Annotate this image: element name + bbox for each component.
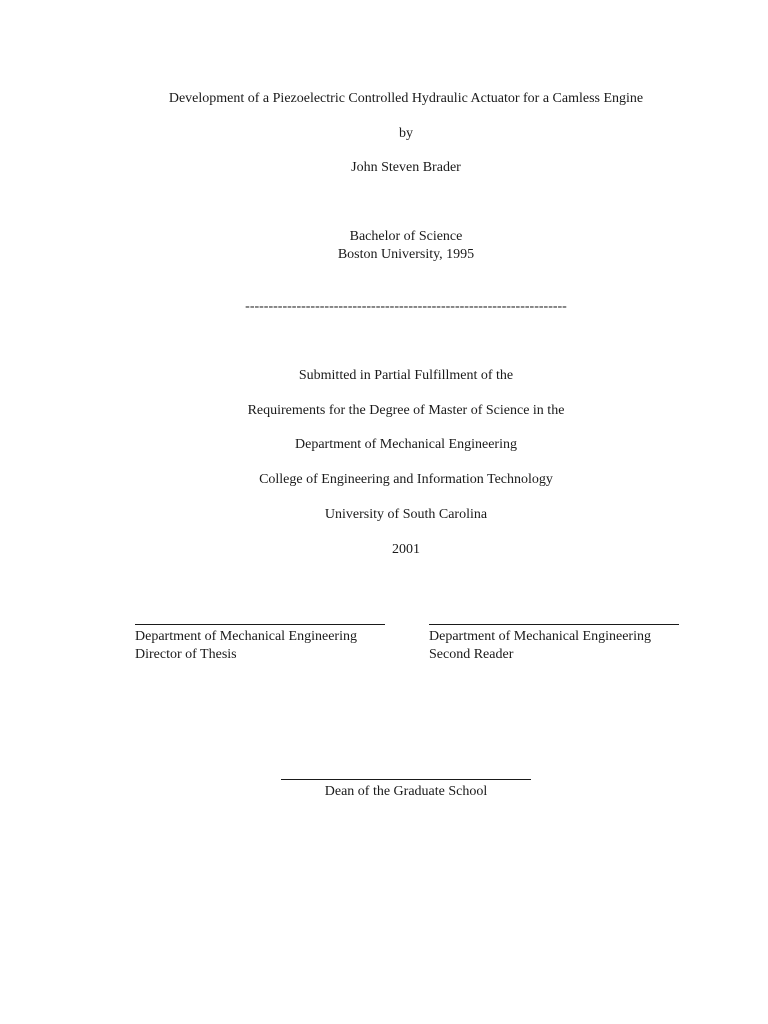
by-line: by [399,126,413,141]
university-line: University of South Carolina [324,507,488,522]
thesis-title: Development of a Piezoelectric Controlled Hydraulic Actuator for a Camless Engine [168,91,644,106]
year-line: 2001 [392,542,420,557]
director-signature-line [135,624,385,625]
author-name: John Steven Brader [351,160,461,175]
second-reader-department: Department of Mechanical Engineering [429,629,651,644]
college-line: College of Engineering and Information Technology [259,472,553,487]
director-department: Department of Mechanical Engineering [135,629,357,644]
dean-signature-block [281,779,531,801]
second-reader-signature-block [429,624,679,664]
department-line: Department of Mechanical Engineering [295,437,517,452]
second-reader-role: Second Reader [429,647,514,662]
separator-line: --------------------------------------------------------------------- [245,299,567,314]
prior-institution: Boston University, 1995 [337,247,475,262]
director-role: Director of Thesis [135,647,237,662]
director-signature-block [135,624,385,664]
submission-line-1: Submitted in Partial Fulfillment of the [298,368,514,383]
second-reader-signature-line [429,624,679,625]
prior-degree: Bachelor of Science [349,229,463,244]
submission-line-2: Requirements for the Degree of Master of Science in the [247,403,565,418]
dean-role: Dean of the Graduate School [324,784,488,799]
dean-signature-line [281,779,531,780]
